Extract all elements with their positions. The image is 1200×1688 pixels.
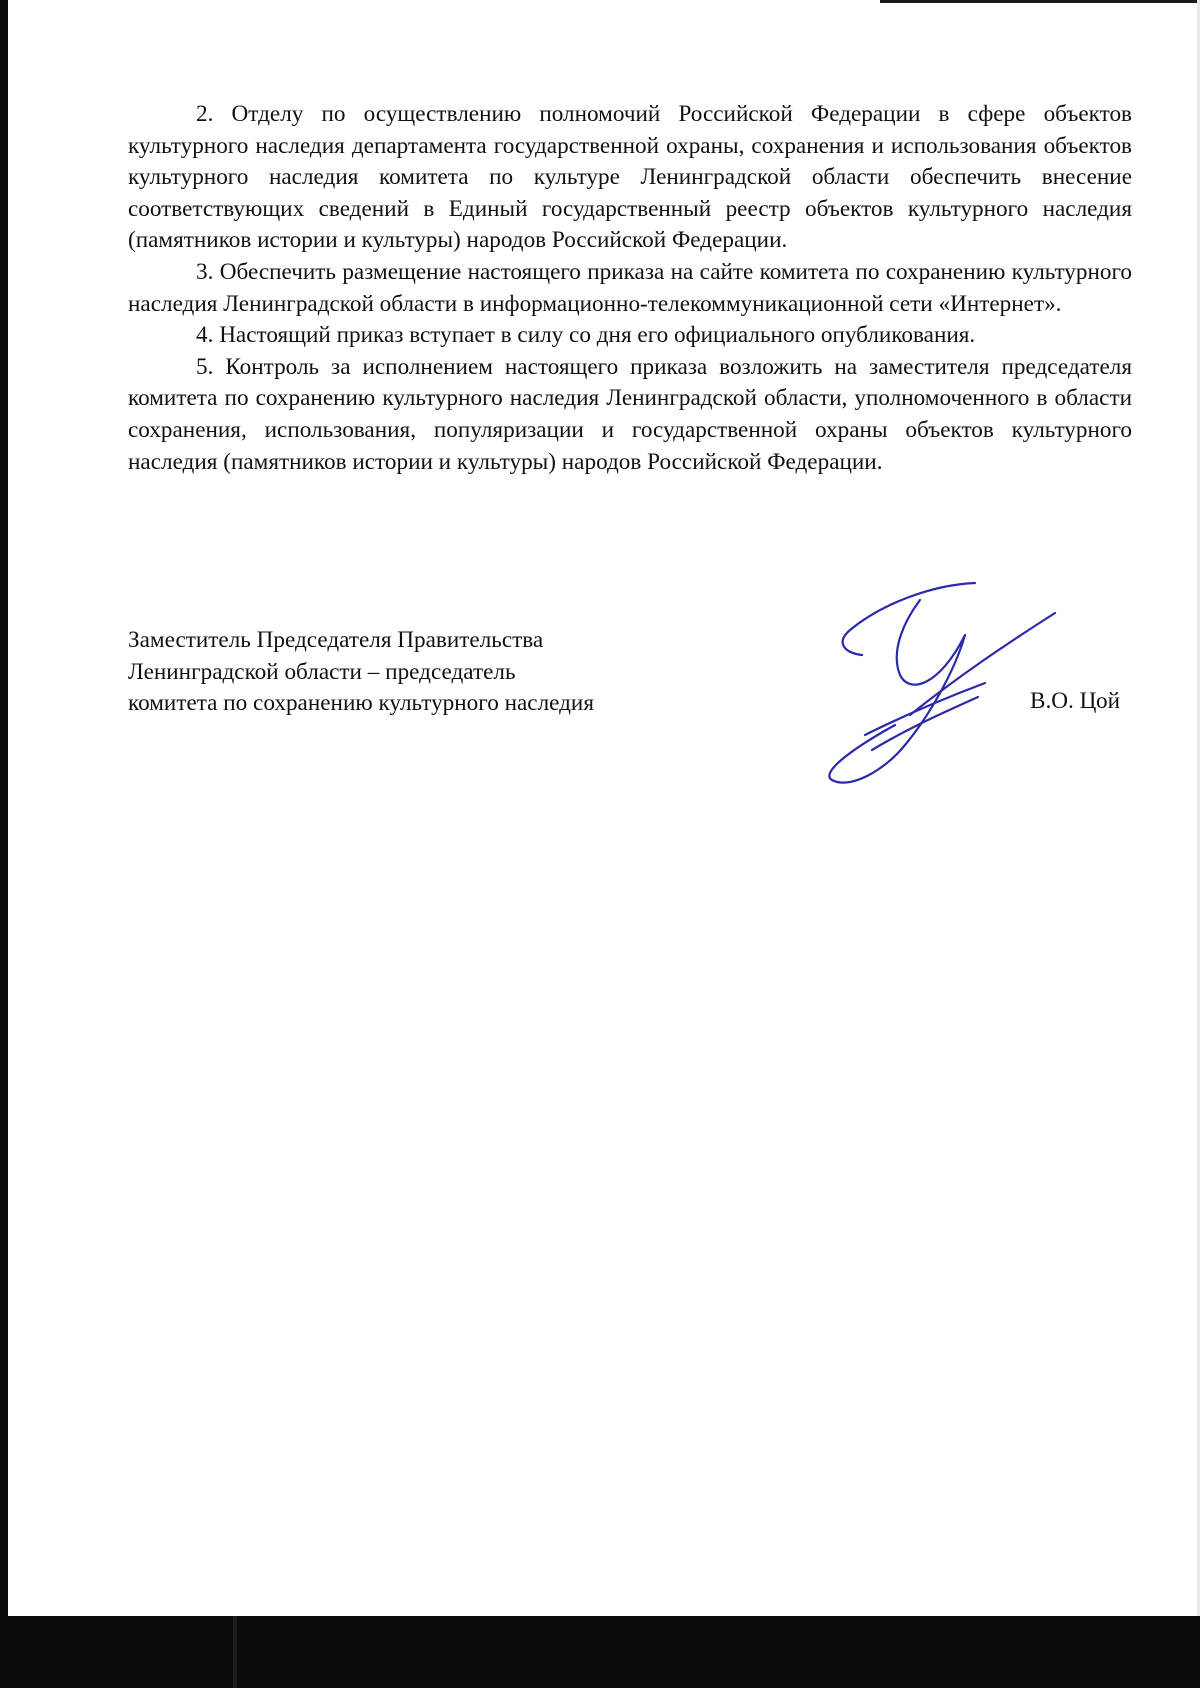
scan-bottom-edge bbox=[0, 1616, 1200, 1688]
signer-position-line-2: Ленинградской области – председатель bbox=[128, 658, 516, 685]
signer-name: В.О. Цой bbox=[1030, 688, 1121, 714]
paragraph-4: 4. Настоящий приказ вступает в силу со дня его официального опубликования. bbox=[196, 322, 976, 349]
scan-bottom-edge-seam bbox=[233, 1616, 237, 1688]
paragraph-3: 3. Обеспечить размещение настоящего приказа на сайте комитета по сохранению культурного наследия Ленинградской области в информационно-телекоммуникационной сети «Интернет». bbox=[128, 258, 1132, 317]
signer-position bbox=[128, 625, 728, 720]
signer-position-line-3: комитета по сохранению культурного наследия bbox=[128, 690, 595, 717]
paragraph-2: 2. Отделу по осуществлению полномочий Российской Федерации в сфере объектов культурного наследия департамента государственной охраны, сохранения и использования объектов культурного наследия комитета по культуре Ленинградской области обеспечить внесение соответствующих сведений в Единый государственный реестр объектов культурного наследия (памятников истории и культуры) народов Российской Федерации. bbox=[128, 101, 1132, 254]
order-body bbox=[128, 99, 1132, 478]
signer-position-line-1: Заместитель Председателя Правительства bbox=[128, 627, 544, 653]
scan-left-edge bbox=[0, 0, 8, 1688]
paragraph-5: 5. Контроль за исполнением настоящего приказа возложить на заместителя председателя комитета по сохранению культурного наследия Ленинградской области, уполномоченного в области сохранения, использования, популяризации и государственной охраны объектов культурного наследия (памятников истории и культуры) народов Российской Федерации. bbox=[128, 353, 1132, 475]
scan-top-edge bbox=[880, 0, 1200, 3]
